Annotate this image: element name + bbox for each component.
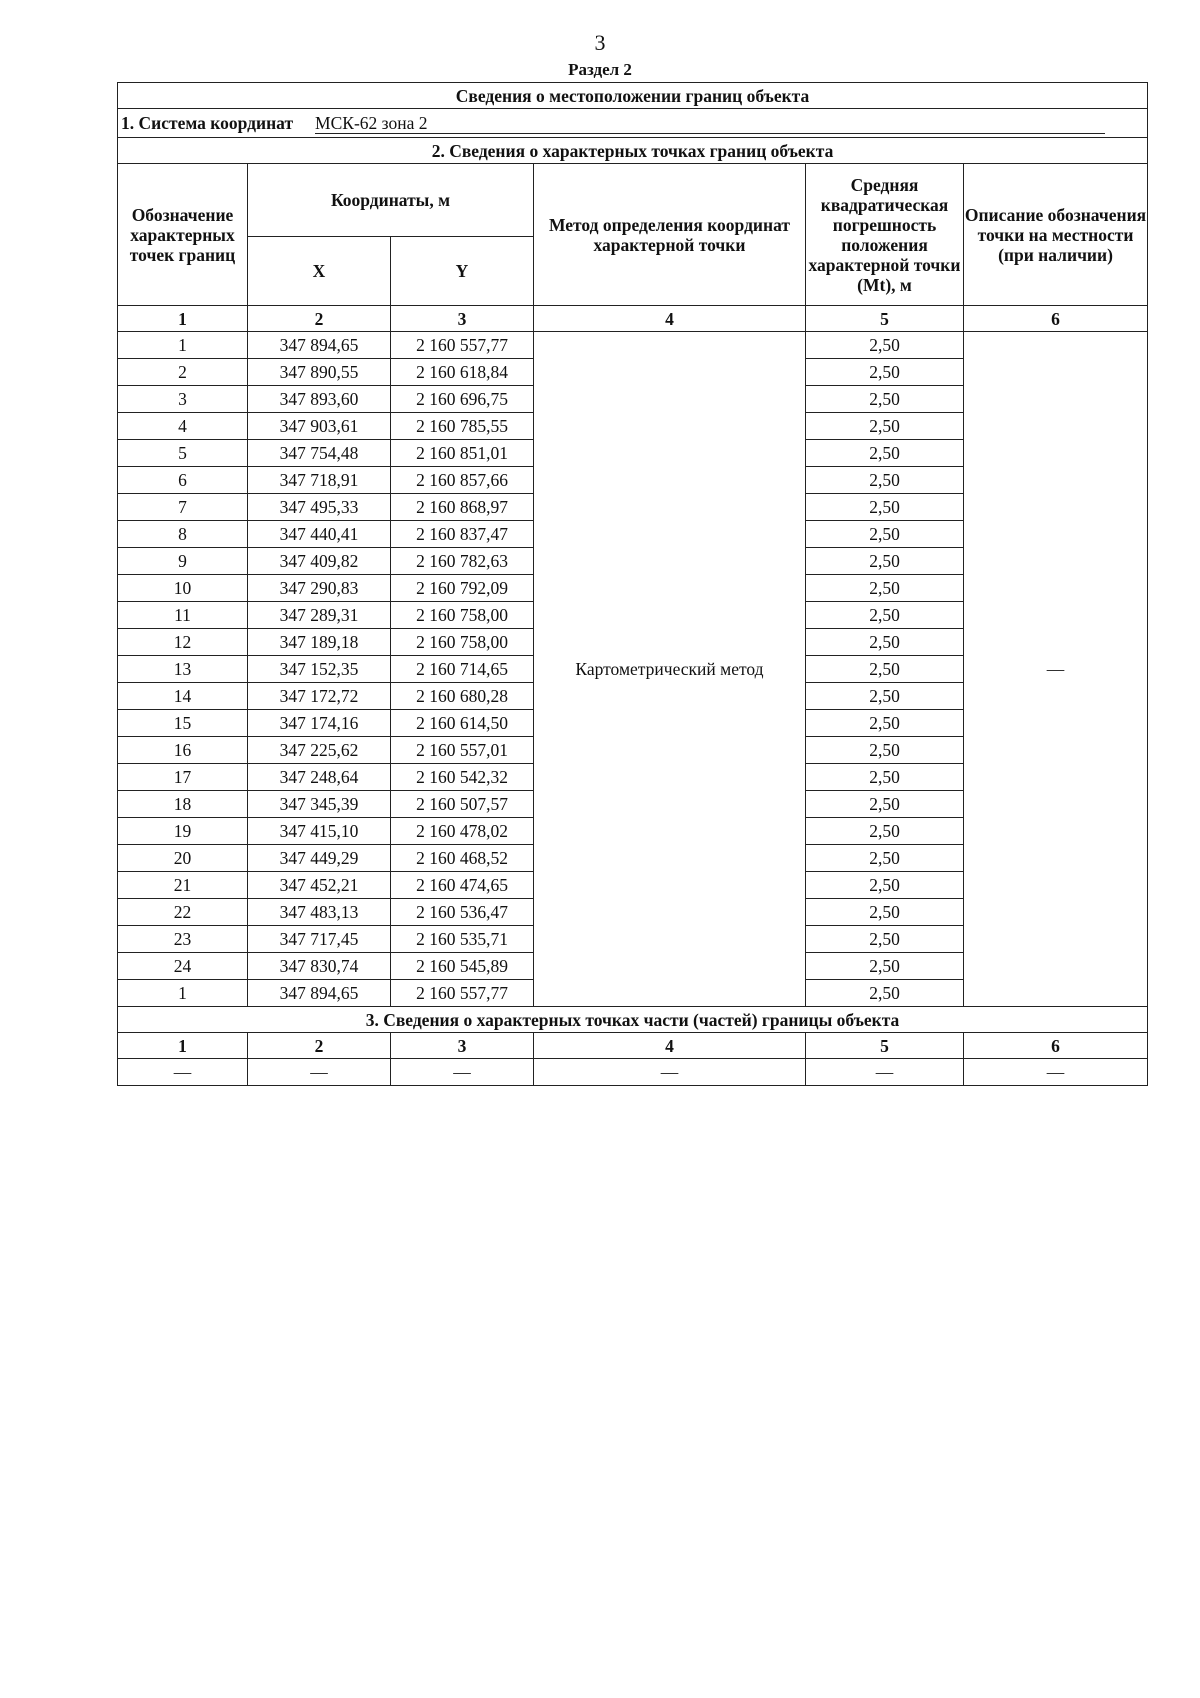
- mt-value: 2,50: [806, 602, 964, 629]
- sub3-cell: —: [534, 1059, 806, 1086]
- coord-x: 347 483,13: [248, 899, 391, 926]
- coord-x: 347 189,18: [248, 629, 391, 656]
- coord-y: 2 160 857,66: [391, 467, 534, 494]
- sub3-column-number: 1: [118, 1033, 248, 1059]
- header-description: Описание обозначения точки на местности (при наличии): [964, 164, 1148, 306]
- mt-value: 2,50: [806, 521, 964, 548]
- point-number: 7: [118, 494, 248, 521]
- sub3-column-number: 4: [534, 1033, 806, 1059]
- sub3-cell: —: [964, 1059, 1148, 1086]
- mt-value: 2,50: [806, 494, 964, 521]
- mt-value: 2,50: [806, 386, 964, 413]
- coord-y: 2 160 545,89: [391, 953, 534, 980]
- coord-y: 2 160 474,65: [391, 872, 534, 899]
- point-number: 20: [118, 845, 248, 872]
- subsection2-title: 2. Сведения о характерных точках границ объекта: [118, 138, 1148, 164]
- column-number: 5: [806, 306, 964, 332]
- table-row: [118, 332, 1148, 359]
- coord-x: 347 225,62: [248, 737, 391, 764]
- sub3-column-number: 5: [806, 1033, 964, 1059]
- coord-x: 347 893,60: [248, 386, 391, 413]
- coord-y: 2 160 868,97: [391, 494, 534, 521]
- header-coordinates: Координаты, м: [248, 164, 534, 237]
- coord-x: 347 495,33: [248, 494, 391, 521]
- coord-y: 2 160 536,47: [391, 899, 534, 926]
- coord-x: 347 894,65: [248, 332, 391, 359]
- table-title: Сведения о местоположении границ объекта: [118, 83, 1148, 109]
- sub3-cell: —: [806, 1059, 964, 1086]
- sub3-column-number: 3: [391, 1033, 534, 1059]
- header-designation: Обозначение характерных точек границ: [118, 164, 248, 306]
- coord-x: 347 290,83: [248, 575, 391, 602]
- header-mt: Средняя квадратическая погрешность положения характерной точки (Mt), м: [806, 164, 964, 306]
- point-number: 3: [118, 386, 248, 413]
- mt-value: 2,50: [806, 737, 964, 764]
- mt-value: 2,50: [806, 440, 964, 467]
- coord-x: 347 452,21: [248, 872, 391, 899]
- coord-y: 2 160 680,28: [391, 683, 534, 710]
- coord-x: 347 717,45: [248, 926, 391, 953]
- mt-value: 2,50: [806, 926, 964, 953]
- column-number: 2: [248, 306, 391, 332]
- coord-x: 347 440,41: [248, 521, 391, 548]
- coord-x: 347 345,39: [248, 791, 391, 818]
- mt-value: 2,50: [806, 413, 964, 440]
- coord-x: 347 152,35: [248, 656, 391, 683]
- coord-y: 2 160 758,00: [391, 629, 534, 656]
- coord-x: 347 718,91: [248, 467, 391, 494]
- mt-value: 2,50: [806, 791, 964, 818]
- sub3-column-number: 2: [248, 1033, 391, 1059]
- column-number: 1: [118, 306, 248, 332]
- sub3-cell: —: [248, 1059, 391, 1086]
- coord-x: 347 409,82: [248, 548, 391, 575]
- coord-x: 347 248,64: [248, 764, 391, 791]
- coord-y: 2 160 785,55: [391, 413, 534, 440]
- point-number: 19: [118, 818, 248, 845]
- point-number: 15: [118, 710, 248, 737]
- point-number: 8: [118, 521, 248, 548]
- coord-x: 347 449,29: [248, 845, 391, 872]
- column-number: 6: [964, 306, 1148, 332]
- coord-x: 347 174,16: [248, 710, 391, 737]
- mt-value: 2,50: [806, 710, 964, 737]
- subsection3-title: 3. Сведения о характерных точках части (частей) границы объекта: [118, 1007, 1148, 1033]
- coord-system-row: [118, 109, 1148, 138]
- mt-value: 2,50: [806, 548, 964, 575]
- coord-y: 2 160 851,01: [391, 440, 534, 467]
- coord-y: 2 160 714,65: [391, 656, 534, 683]
- point-number: 1: [118, 980, 248, 1007]
- coord-y: 2 160 837,47: [391, 521, 534, 548]
- mt-value: 2,50: [806, 899, 964, 926]
- boundary-table: [117, 82, 1148, 1086]
- method-cell: Картометрический метод: [534, 332, 806, 1007]
- column-number: 3: [391, 306, 534, 332]
- coord-x: 347 903,61: [248, 413, 391, 440]
- point-number: 22: [118, 899, 248, 926]
- coord-y: 2 160 542,32: [391, 764, 534, 791]
- point-number: 10: [118, 575, 248, 602]
- point-number: 17: [118, 764, 248, 791]
- section-label: Раздел 2: [568, 60, 632, 79]
- coord-y: 2 160 557,77: [391, 332, 534, 359]
- coord-y: 2 160 507,57: [391, 791, 534, 818]
- coord-y: 2 160 468,52: [391, 845, 534, 872]
- description-cell: —: [964, 332, 1148, 1007]
- point-number: 6: [118, 467, 248, 494]
- coord-y: 2 160 782,63: [391, 548, 534, 575]
- point-number: 14: [118, 683, 248, 710]
- coord-x: 347 754,48: [248, 440, 391, 467]
- coord-y: 2 160 478,02: [391, 818, 534, 845]
- mt-value: 2,50: [806, 656, 964, 683]
- coord-y: 2 160 535,71: [391, 926, 534, 953]
- point-number: 4: [118, 413, 248, 440]
- coord-y: 2 160 792,09: [391, 575, 534, 602]
- header-x: X: [248, 237, 391, 306]
- coord-x: 347 890,55: [248, 359, 391, 386]
- point-number: 24: [118, 953, 248, 980]
- mt-value: 2,50: [806, 845, 964, 872]
- mt-value: 2,50: [806, 359, 964, 386]
- mt-value: 2,50: [806, 683, 964, 710]
- point-number: 16: [118, 737, 248, 764]
- page-number: 3: [594, 30, 606, 55]
- coord-y: 2 160 614,50: [391, 710, 534, 737]
- point-number: 2: [118, 359, 248, 386]
- sub3-cell: —: [391, 1059, 534, 1086]
- point-number: 9: [118, 548, 248, 575]
- coord-y: 2 160 618,84: [391, 359, 534, 386]
- coord-y: 2 160 557,77: [391, 980, 534, 1007]
- coord-x: 347 289,31: [248, 602, 391, 629]
- mt-value: 2,50: [806, 332, 964, 359]
- sub3-cell: —: [118, 1059, 248, 1086]
- mt-value: 2,50: [806, 872, 964, 899]
- coord-x: 347 172,72: [248, 683, 391, 710]
- header-y: Y: [391, 237, 534, 306]
- point-number: 12: [118, 629, 248, 656]
- point-number: 21: [118, 872, 248, 899]
- mt-value: 2,50: [806, 980, 964, 1007]
- header-method: Метод определения координат характерной точки: [534, 164, 806, 306]
- sub3-column-number: 6: [964, 1033, 1148, 1059]
- coord-x: 347 415,10: [248, 818, 391, 845]
- mt-value: 2,50: [806, 629, 964, 656]
- mt-value: 2,50: [806, 575, 964, 602]
- mt-value: 2,50: [806, 953, 964, 980]
- coord-system-value: МСК-62 зона 2: [315, 113, 1105, 134]
- mt-value: 2,50: [806, 818, 964, 845]
- coord-y: 2 160 696,75: [391, 386, 534, 413]
- point-number: 5: [118, 440, 248, 467]
- column-number: 4: [534, 306, 806, 332]
- coord-x: 347 894,65: [248, 980, 391, 1007]
- coord-system-label: 1. Система координат: [121, 112, 294, 133]
- point-number: 1: [118, 332, 248, 359]
- point-number: 13: [118, 656, 248, 683]
- point-number: 11: [118, 602, 248, 629]
- point-number: 23: [118, 926, 248, 953]
- coord-x: 347 830,74: [248, 953, 391, 980]
- coord-y: 2 160 557,01: [391, 737, 534, 764]
- mt-value: 2,50: [806, 467, 964, 494]
- coord-y: 2 160 758,00: [391, 602, 534, 629]
- mt-value: 2,50: [806, 764, 964, 791]
- point-number: 18: [118, 791, 248, 818]
